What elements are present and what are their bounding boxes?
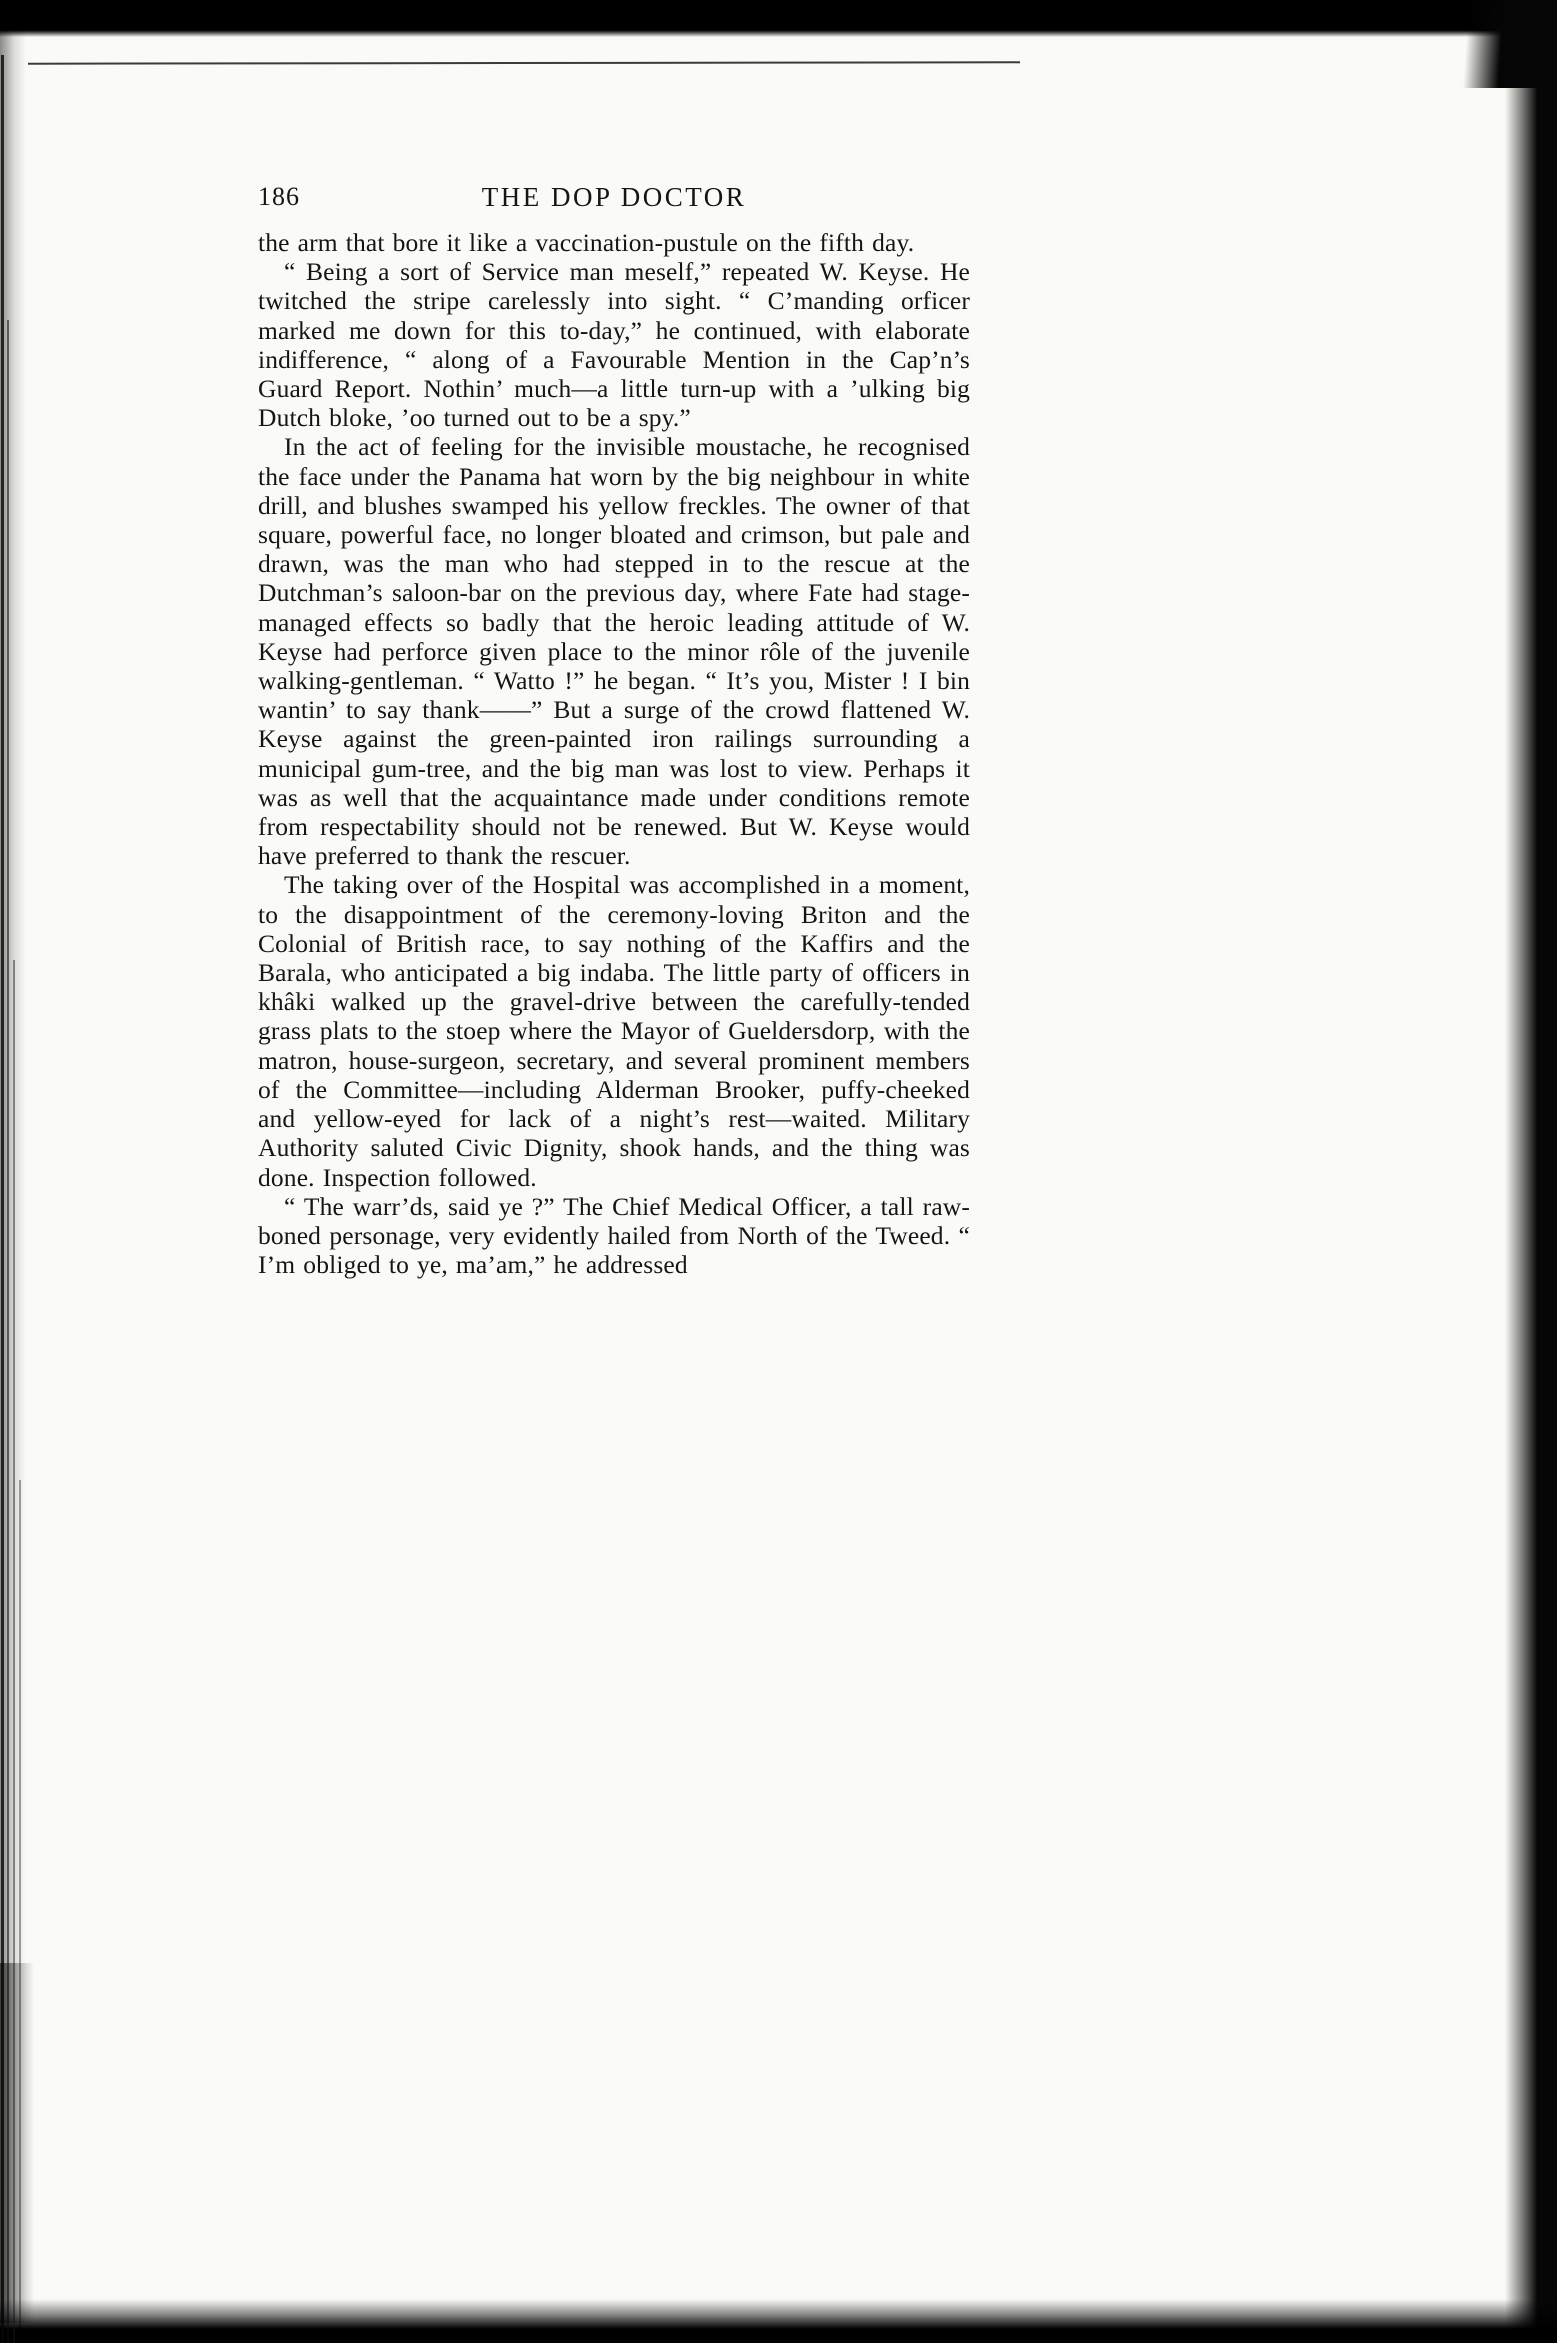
scan-artifact-top-band	[0, 0, 1557, 37]
page-number: 186	[258, 182, 300, 211]
page-text	[258, 228, 970, 1279]
scan-artifact-right-band	[1505, 0, 1557, 2343]
scan-artifact-bottom-left-smudge	[0, 1963, 34, 2323]
paragraph: “ Being a sort of Service man meself,” repeated W. Keyse. He twitched the stripe carelessly into sight. “ C’manding orficer marked me down for this to-day,” he continued, with elaborate indifference, “ along of a Favourable Mention in the Cap’n’s Guard Report. Nothin’ much—a little turn-up with a ’ulking big Dutch bloke, ’oo turned out to be a spy.”	[258, 257, 970, 433]
text-column	[258, 182, 970, 1279]
scan-artifact-bottom-band	[0, 2299, 1557, 2343]
running-title: THE DOP DOCTOR	[481, 182, 747, 212]
paragraph: The taking over of the Hospital was accomplished in a moment, to the disappointment of the ceremony-loving Briton and the Colonial of British race, to say nothing of the Kaffirs and the Barala, who anticipated a big indaba. The little party of officers in khâki walked up the gravel-drive between the carefully-tended grass plats to the stoep where the Mayor of Gueldersdorp, with the matron, house-surgeon, secretary, and several prominent members of the Committee—including Alderman Brooker, puffy-cheeked and yellow-eyed for lack of a night’s rest—waited. Military Authority saluted Civic Dignity, shook hands, and the thing was done. Inspection followed.	[258, 870, 970, 1192]
scan-artifact-top-hairline	[28, 61, 1020, 64]
paragraph: the arm that bore it like a vaccination-pustule on the fifth day.	[258, 228, 915, 257]
paragraph: In the act of feeling for the invisible moustache, he recognised the face under the Panama hat worn by the big neighbour in white drill, and blushes swamped his yellow freckles. The owner of that square, powerful face, no longer bloated and crimson, but pale and drawn, was the man who had stepped in to the rescue at the Dutchman’s saloon-bar on the previous day, where Fate had stage-managed effects so badly that the heroic leading attitude of W. Keyse had perforce given place to the minor rôle of the juvenile walking-gentleman. “ Watto !” he began. “ It’s you, Mister ! I bin wantin’ to say thank——” But a surge of the crowd flattened W. Keyse against the green-painted iron railings surrounding a municipal gum-tree, and the big man was lost to view. Perhaps it was as well that the acquaintance made under conditions remote from respectability should not be renewed. But W. Keyse would have preferred to thank the rescuer.	[258, 432, 970, 871]
scan-artifact-left-streak	[7, 320, 9, 2343]
scan-artifact-left-streak	[13, 960, 15, 2343]
scan-artifact-left-gutter-shadow	[0, 30, 26, 2343]
paragraph: “ The warr’ds, said ye ?” The Chief Medical Officer, a tall raw-boned personage, very evidently hailed from North of the Tweed. “ I’m obliged to ye, ma’am,” he addressed	[258, 1191, 970, 1280]
scan-artifact-right-top-notch	[1463, 0, 1557, 88]
scan-artifact-left-streak	[19, 1480, 21, 2343]
scan-artifact-left-streak	[1, 55, 4, 2343]
page-header	[258, 182, 970, 216]
